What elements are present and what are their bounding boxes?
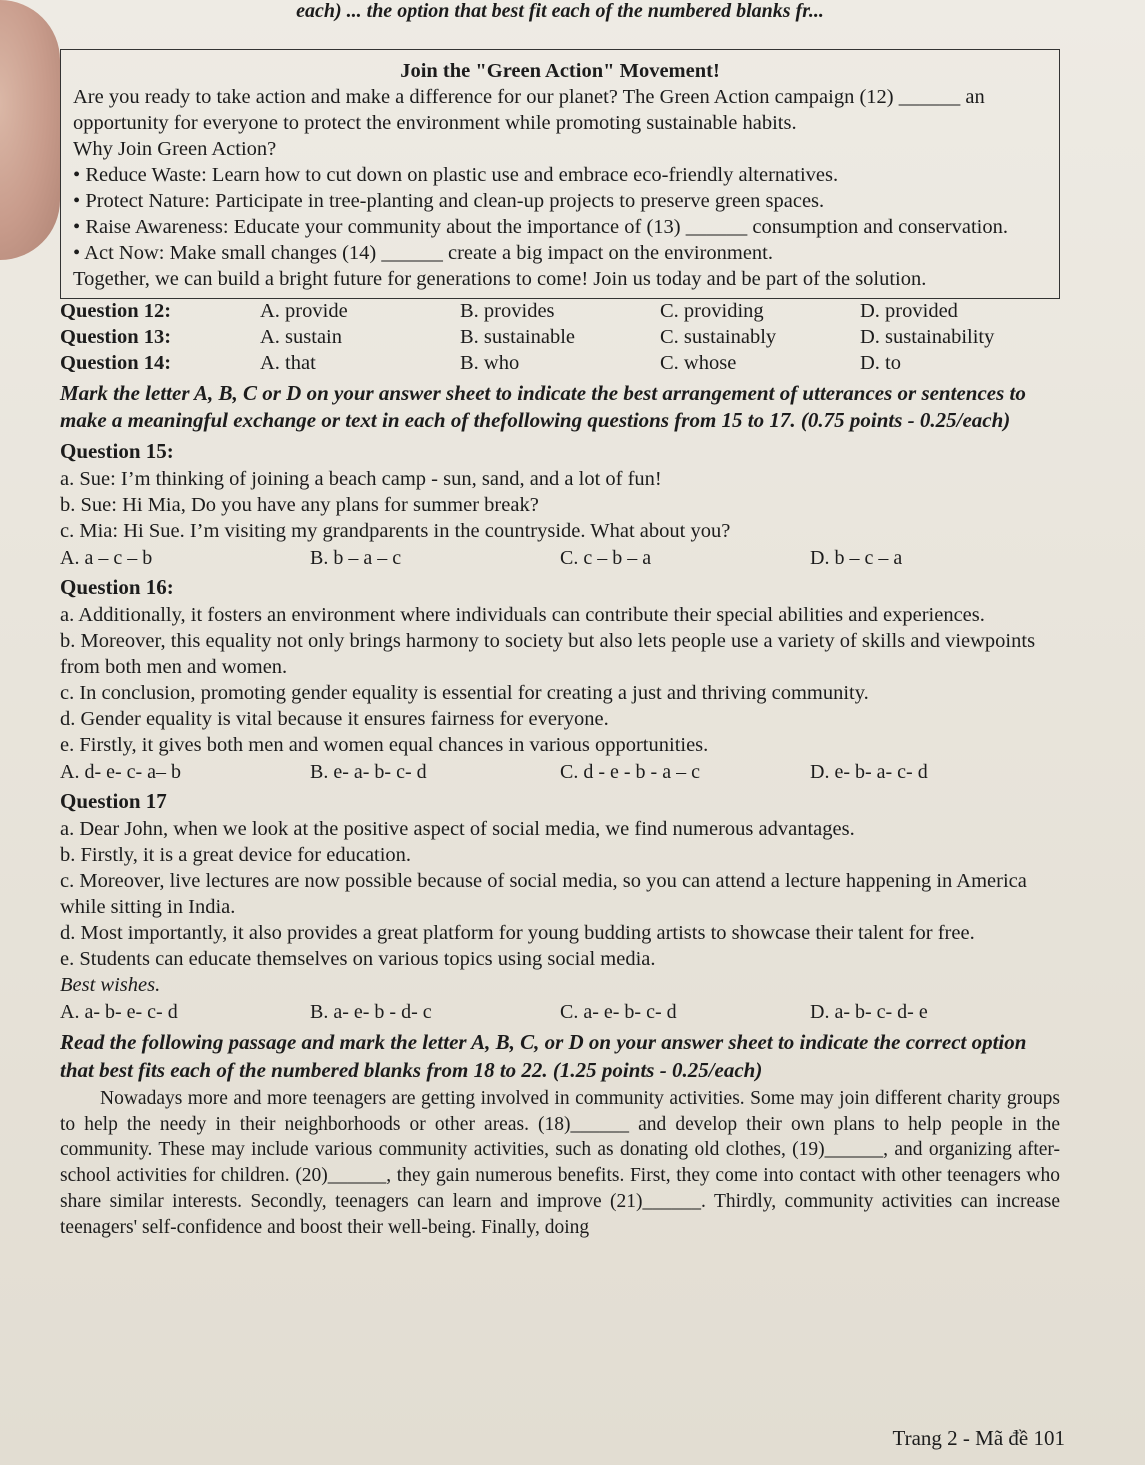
- q16-line-d: d. Gender equality is vital because it ensures fairness for everyone.: [60, 707, 609, 730]
- q13-label: Question 13:: [60, 325, 172, 348]
- q14-option-b: B. who: [460, 351, 520, 374]
- q12-label: Question 12:: [60, 300, 172, 323]
- instruction-15-17: Mark the letter A, B, C or D on your answer sheet to indicate the best arrangement of utterances or sentences to make a meaningful exchange or text in each of thefollowing questions from 15 to 17. (0.75 points - 0.25/each): [60, 381, 1026, 433]
- q15-line-a: a. Sue: I’m thinking of joining a beach camp - sun, sand, and a lot of fun!: [60, 467, 662, 490]
- q15-line-b: b. Sue: Hi Mia, Do you have any plans for summer break?: [60, 493, 539, 516]
- content: [60, 0, 1060, 1240]
- q14-label: Question 14:: [60, 351, 172, 374]
- q17-line-e: e. Students can educate themselves on various topics using social media.: [60, 948, 656, 971]
- header-fragment: each) ... the option that best fit each of the numbered blanks fr...: [296, 0, 824, 22]
- q16-option-a: A. d- e- c- a– b: [60, 761, 182, 784]
- finger-thumb: [0, 0, 60, 260]
- q15-options: [60, 545, 1060, 571]
- box-closing: Together, we can build a bright future for generations to come! Join us today and be part of the solution.: [73, 268, 927, 291]
- q14-option-d: D. to: [860, 351, 901, 374]
- question-13: [60, 325, 1060, 351]
- q17-label: Question 17: [60, 789, 167, 814]
- q17-line-b: b. Firstly, it is a great device for education.: [60, 844, 412, 867]
- q12-option-a: A. provide: [260, 300, 348, 323]
- reading-passage: Nowadays more and more teenagers are getting involved in community activities. Some may join different charity groups to help the needy in their neighborhoods or other areas. (18)______ and develop their own plans to help people in the community. These may include various community activities, such as donating old clothes, (19)______, and organizing after-school activities for children. (20)______, they gain numerous benefits. First, they come into contact with other teenagers who share similar interests. Secondly, teenagers can learn and improve (21)______. Thirdly, community activities can increase teenagers' self-confidence and boost their well-being. Finally, doing: [60, 1087, 1060, 1238]
- q12-option-c: C. providing: [660, 300, 764, 323]
- box-bullet-2: • Protect Nature: Participate in tree-planting and clean-up projects to preserve green spaces.: [73, 188, 1047, 214]
- q15-option-d: D. b – c – a: [810, 546, 903, 569]
- q17-options: [60, 999, 1060, 1025]
- q16-options: [60, 759, 1060, 785]
- q13-option-a: A. sustain: [260, 325, 342, 348]
- box-bullet-1: • Reduce Waste: Learn how to cut down on plastic use and embrace eco-friendly alternatives.: [73, 162, 1047, 188]
- q16-line-c: c. In conclusion, promoting gender equality is essential for creating a just and thriving community.: [60, 681, 869, 704]
- box-intro: Are you ready to take action and make a difference for our planet? The Green Action campaign (12) ______ an opportunity for everyone to protect the environment while promoting sustainable habits.: [73, 86, 985, 135]
- q16-option-b: B. e- a- b- c- d: [310, 761, 427, 784]
- q16-line-b: b. Moreover, this equality not only brings harmony to society but also lets people use a variety of skills and viewpoints from both men and women.: [60, 629, 1036, 678]
- green-action-box: [60, 49, 1060, 299]
- instruction-18-22: Read the following passage and mark the letter A, B, C, or D on your answer sheet to indicate the correct option that best fits each of the numbered blanks from 18 to 22. (1.25 points - 0.25/each): [60, 1030, 1027, 1082]
- box-bullet-4: • Act Now: Make small changes (14) ______ create a big impact on the environment.: [73, 240, 1047, 266]
- q17-option-a: A. a- b- e- c- d: [60, 1001, 178, 1024]
- box-why: Why Join Green Action?: [73, 138, 277, 161]
- q16-line-a: a. Additionally, it fosters an environment where individuals can contribute their special abilities and experiences.: [60, 603, 985, 626]
- q15-option-c: C. c – b – a: [560, 546, 652, 569]
- q16-line-e: e. Firstly, it gives both men and women equal chances in various opportunities.: [60, 734, 709, 756]
- q16-option-d: D. e- b- a- c- d: [810, 761, 928, 784]
- q17-option-b: B. a- e- b - d- c: [310, 1001, 432, 1024]
- q13-option-d: D. sustainability: [860, 325, 995, 348]
- page-footer: Trang 2 - Mã đề 101: [892, 1426, 1065, 1450]
- box-title: Join the "Green Action" Movement!: [400, 60, 720, 82]
- q17-line-d: d. Most importantly, it also provides a great platform for young budding artists to showcase their talent for free.: [60, 922, 975, 945]
- q15-option-b: B. b – a – c: [310, 546, 402, 569]
- q12-option-b: B. provides: [460, 300, 555, 323]
- q17-option-c: C. a- e- b- c- d: [560, 1001, 677, 1024]
- q13-option-b: B. sustainable: [460, 325, 576, 348]
- q15-line-c: c. Mia: Hi Sue. I’m visiting my grandparents in the countryside. What about you?: [60, 519, 731, 542]
- q17-line-c: c. Moreover, live lectures are now possible because of social media, so you can attend a lecture happening in America while sitting in India.: [60, 870, 1027, 919]
- q15-option-a: A. a – c – b: [60, 546, 153, 569]
- question-14: [60, 351, 1060, 377]
- q16-label: Question 16:: [60, 574, 174, 599]
- q17-sign-off: Best wishes.: [60, 974, 161, 997]
- q17-option-d: D. a- b- c- d- e: [810, 1001, 928, 1024]
- q12-option-d: D. provided: [860, 300, 958, 323]
- question-12: [60, 299, 1060, 325]
- q15-label: Question 15:: [60, 438, 174, 463]
- q17-line-a: a. Dear John, when we look at the positive aspect of social media, we find numerous advantages.: [60, 818, 855, 841]
- q14-option-c: C. whose: [660, 351, 737, 374]
- q13-option-c: C. sustainably: [660, 325, 777, 348]
- q16-option-c: C. d - e - b - a – c: [560, 761, 700, 784]
- q14-option-a: A. that: [260, 351, 316, 374]
- box-bullet-3: • Raise Awareness: Educate your community about the importance of (13) ______ consumption and conservation.: [73, 214, 1047, 240]
